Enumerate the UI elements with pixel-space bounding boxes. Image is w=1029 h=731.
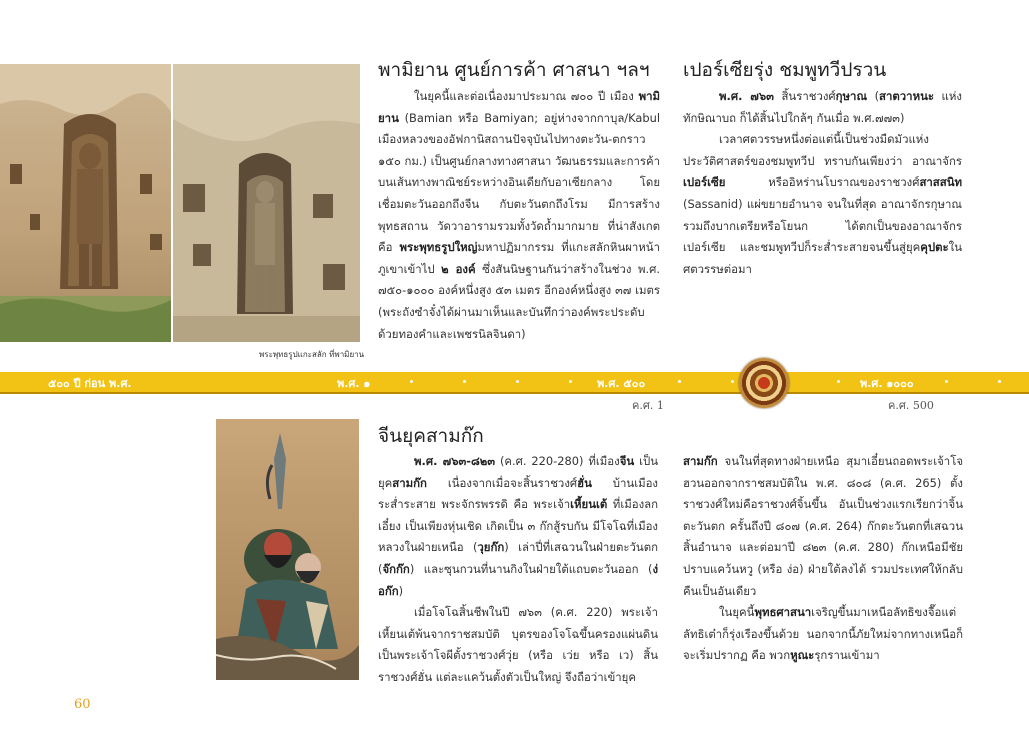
- bamiyan-paragraph-text: ในยุคนี้และต่อเนื่องมาประมาณ ๗๐๐ ปี เมือง พามิยาน (Bamian หรือ Bamiyan; อยู่ห่างจากกาบุล/Kabul เมืองหลวงของอัฟกานิสถานปัจจุบันไปทางตะวัน-ตกราว ๑๕๐ กม.) เป็นศูนย์กลางทางศาสนา วัฒนธรรมและการค้า บนเส้นทางพาณิชย์ระหว่างอินเดียกับอาเซียกลาง โดยเชื่อมตะวันออกถึงจีน กับตะวันตกถึงโรม มีการสร้างพุทธสถาน วัดวาอารามรวมทั้งวัดถ้ำมากมาย ที่น่าสังเกตคือ พระพุทธรูปใหญ่มหาปฏิมากรรม ที่แกะสลักหินผาหน้าภูเขาเข้าไป ๒ องค์ ซึ่งสันนิษฐานกันว่าสร้างในช่วง พ.ศ. ๗๕๐-๑๐๐๐ องค์หนึ่งสูง ๕๓ เมตร อีกองค์หนึ่งสูง ๓๗ เมตร (พระถังซำจั๋งได้ผ่านมาเห็นและบันทึกว่าองค์พระประดับด้วยทองคำและเพชรนิลจินดา): [378, 89, 660, 341]
- bold-term: กุษาณ: [835, 89, 868, 103]
- three-kingdoms-col2: [683, 451, 963, 667]
- bold-term: จีน: [619, 454, 635, 468]
- timeline-dot: [998, 380, 1001, 383]
- paragraph: เมื่อโจโฉสิ้นชีพในปี ๗๖๓ (ค.ศ. 220) พระเจ้าเหี้ยนเต้พ้นจากราชสมบัติ บุตรของโจโฉขึ้นครองแผ่นดินเป็นพระเจ้าโจผีตั้งราชวงศ์วุ่ย (หรือ เว่ย หรือ เว) สิ้นราชวงศ์ฮั่น แต่ละแคว้นตั้งตัวเป็นใหญ่ จึงถือว่าเข้ายุค: [378, 605, 658, 684]
- timeline-dot: [837, 380, 840, 383]
- bold-term: สามก๊ก: [683, 454, 718, 468]
- timeline-label-500bce: ๕๐๐ ปี ก่อน พ.ศ.: [48, 377, 132, 390]
- bold-term: พ.ศ. ๗๖๓: [719, 89, 774, 103]
- bold-term: ฮั่น: [577, 475, 592, 490]
- timeline-dot: [569, 380, 572, 383]
- bold-term: เหี้ยนเต้: [570, 497, 608, 512]
- timeline-band: [0, 372, 1029, 394]
- bold-term: สาสสนิท: [919, 175, 962, 190]
- paragraph: สามก๊ก จนในที่สุดทางฝ่ายเหนือ สุมาเอี๋ยนถอดพระเจ้าโจฮวนออกจากราชสมบัติใน พ.ศ. ๘๐๘ (ค.ศ. 265) ตั้งราชวงศ์ใหม่คือราชวงศ์จิ้นขึ้น อันเป็นช่วงแรกเรียกว่าจิ้นตะวันตก ครั้นถึงปี ๘๐๗ (ค.ศ. 264) ก๊กตะวันตกที่เสฉวนสิ้นอำนาจ และต่อมาปี ๘๒๓ (ค.ศ. 280) ก๊กเหนือมีชัยปราบแคว้นหวู (หรือ ง่อ) ฝ่ายใต้ลงได้ รวมประเทศให้กลับคืนเป็นอันเดียว: [683, 454, 963, 598]
- timeline-dot: [516, 380, 519, 383]
- three-kingdoms-heading: จีนยุคสามก๊ก: [378, 425, 484, 447]
- page-number: 60: [74, 697, 91, 712]
- bold-term: ง่อก๊ก: [378, 561, 658, 598]
- timeline-label-be1: พ.ศ. ๑: [337, 377, 371, 390]
- bamiyan-heading: พามิยาน ศูนย์การค้า ศาสนา ฯลฯ: [378, 59, 650, 81]
- paragraph: ในยุคนี้พุทธศาสนาเจริญขึ้นมาเหนือลัทธิขงจื๊อแต่ลัทธิเต๋าก็รุ่งเรืองขึ้นด้วย นอกจากนี้ภัยใหม่จากทางเหนือก็จะเริ่มปรากฏ คือ พวกหูณะรุกรานเข้ามา: [683, 605, 963, 663]
- bold-term: พ.ศ. ๗๖๓-๘๒๓: [414, 454, 496, 468]
- timeline-dot: [678, 380, 681, 383]
- bold-term: ๒ องค์: [441, 261, 476, 276]
- timeline-ce-1: ค.ศ. 1: [632, 399, 664, 412]
- bamiyan-buddha-photo-right: [173, 64, 360, 342]
- bold-term: คุปตะ: [920, 240, 949, 255]
- three-kingdoms-painting: [216, 419, 359, 680]
- bold-term: จ๊กก๊ก: [382, 561, 410, 576]
- bamiyan-buddha-photo-left: [0, 64, 171, 342]
- bold-term: หูณะ: [790, 648, 815, 663]
- bamiyan-paragraph: [378, 86, 660, 345]
- photo-caption: พระพุทธรูปแกะสลัก ที่พามิยาน: [259, 350, 365, 359]
- paragraph: เวลาศตวรรษหนึ่งต่อแต่นี้เป็นช่วงมืดมัวแห่งประวัติศาสตร์ของชมพูทวีป ทราบกันเพียงว่า อาณาจักรเปอร์เซีย หรืออิหร่านโบราณของราชวงศ์สาสสนิท (Sassanid) แผ่ขยายอำนาจ จนในที่สุด อาณาจักรกุษาณรวมถึงบากเตรียหรือโยนก ได้ตกเป็นของอาณาจักรเปอร์เซีย และชมพูทวีปก็ระส่ำระสายจนขึ้นสู่ยุคคุปตะในศตวรรษต่อมา: [683, 132, 962, 276]
- bold-term: พระพุทธรูปใหญ่: [399, 240, 478, 255]
- three-kingdoms-col1: [378, 451, 658, 689]
- timeline-marker-medallion-icon: [739, 358, 789, 408]
- timeline-dot: [945, 380, 948, 383]
- timeline-dot: [410, 380, 413, 383]
- bold-term: สามก๊ก: [392, 475, 427, 490]
- timeline-ce-500: ค.ศ. 500: [888, 399, 934, 412]
- paragraph: พ.ศ. ๗๖๓ สิ้นราชวงศ์กุษาณ (สาตวาหนะ แห่งทักษิณาบถ ก็ได้สิ้นไปใกล้ๆ กันเมื่อ พ.ศ.๗๗๓): [683, 89, 962, 125]
- timeline-label-be500: พ.ศ. ๕๐๐: [597, 377, 646, 390]
- bold-term: เปอร์เซีย: [683, 175, 726, 190]
- timeline-label-be1000: พ.ศ. ๑๐๐๐: [860, 377, 914, 390]
- bold-term: พุทธศาสนา: [754, 605, 812, 620]
- timeline-dot: [731, 380, 734, 383]
- paragraph: พ.ศ. ๗๖๓-๘๒๓ (ค.ศ. 220-280) ที่เมืองจีน เป็นยุคสามก๊ก เนื่องจากเมื่อจะสิ้นราชวงศ์ฮั่น บ้านเมืองระส่ำระสาย พระจักรพรรดิ คือ พระเจ้าเหี้ยนเต้ ที่เมืองลกเอี๋ยง เป็นเพียงหุ่นเชิด เกิดเป็น ๓ ก๊กสู้รบกัน มีโจโฉที่เมืองหลวงในฝ่ายเหนือ (วุยก๊ก) เล่าปี่ที่เสฉวนในฝ่ายตะวันตก (จ๊กก๊ก) และซุนกวนที่นานกิงในฝ่ายใต้แถบตะวันออก (ง่อก๊ก): [378, 454, 659, 598]
- bold-term: วุยก๊ก: [477, 540, 505, 555]
- bold-term: พามิยาน: [378, 89, 660, 125]
- persia-body: [683, 86, 962, 280]
- timeline-dot: [463, 380, 466, 383]
- persia-heading: เปอร์เซียรุ่ง ชมพูทวีปรวน: [683, 59, 887, 81]
- bold-term: สาตวาหนะ: [879, 89, 934, 103]
